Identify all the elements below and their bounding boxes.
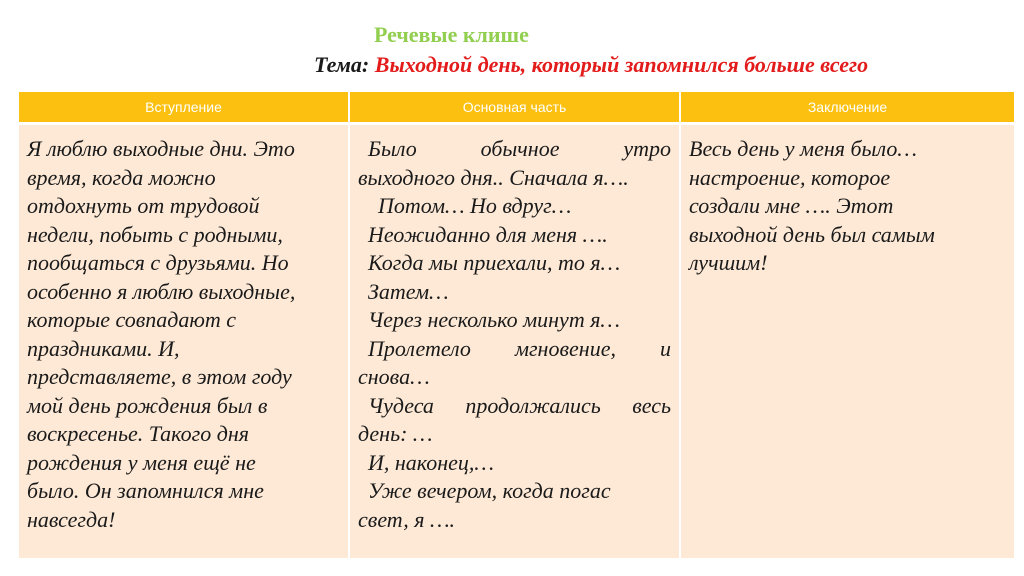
main-word: Чудеса xyxy=(368,392,434,418)
main-word: обычное xyxy=(480,136,560,161)
main-line xyxy=(358,335,671,364)
main-word: утро xyxy=(623,136,671,161)
main-line: Потом… Но вдруг… xyxy=(378,193,572,218)
conclusion-line: Весь день у меня было… xyxy=(689,136,917,161)
main-word: и xyxy=(659,335,671,361)
table-row xyxy=(18,124,1015,560)
intro-line: отдохнуть от трудовой xyxy=(27,193,260,218)
main-word: Было xyxy=(368,136,417,161)
intro-line: особенно я люблю выходные, xyxy=(27,278,296,304)
intro-cell xyxy=(18,124,349,560)
conclusion-line: создали мне …. Этот xyxy=(689,193,894,218)
main-line: снова… xyxy=(358,364,430,389)
intro-line: навсегда! xyxy=(27,506,116,532)
intro-line: которые совпадают с xyxy=(27,307,237,332)
clishe-table xyxy=(17,90,1016,560)
main-word: мгновение, xyxy=(514,335,616,361)
main-word: Пролетело xyxy=(368,335,471,361)
main-line xyxy=(358,135,671,164)
main-line: день: … xyxy=(358,421,433,446)
intro-line: было. Он запомнился мне xyxy=(27,478,264,503)
intro-line: Я люблю выходные дни. Это xyxy=(27,136,295,161)
intro-line: воскресенье. Такого дня xyxy=(27,421,249,446)
topic-heading xyxy=(314,52,868,78)
column-header-main: Основная часть xyxy=(349,91,680,124)
main-line: Через несколько минут я… xyxy=(368,307,620,332)
main-line: свет, я …. xyxy=(358,506,456,532)
main-line: И, наконец,… xyxy=(368,449,494,475)
column-header-intro: Вступление xyxy=(18,91,349,124)
conclusion-line: выходной день был самым xyxy=(689,221,935,247)
main-line xyxy=(358,392,671,421)
intro-line: время, когда можно xyxy=(27,164,216,190)
main-word: продолжались xyxy=(465,392,601,418)
conclusion-line: настроение, которое xyxy=(689,164,891,190)
main-line: Уже вечером, когда погас xyxy=(368,478,611,503)
intro-line: праздниками. И, xyxy=(27,335,180,361)
intro-line: пообщаться с друзьями. Но xyxy=(27,250,289,275)
main-word: весь xyxy=(632,392,671,418)
slide-title: Речевые клише xyxy=(374,22,529,47)
main-line: Когда мы приехали, то я… xyxy=(368,250,621,275)
main-line: Затем… xyxy=(368,278,449,304)
intro-line: рождения у меня ещё не xyxy=(27,449,256,475)
main-line: Неожиданно для меня …. xyxy=(368,221,608,247)
conclusion-line: лучшим! xyxy=(689,250,768,275)
intro-line: мой день рождения был в xyxy=(27,392,268,418)
main-line: выходного дня.. Сначала я…. xyxy=(358,164,629,190)
main-cell xyxy=(349,124,680,560)
column-header-conclusion: Заключение xyxy=(680,91,1015,124)
topic-label: Тема: xyxy=(314,52,375,77)
intro-line: представляете, в этом году xyxy=(27,364,292,389)
table-header-row xyxy=(18,91,1015,124)
topic-text: Выходной день, который запомнился больше всего xyxy=(374,52,869,77)
conclusion-cell xyxy=(680,124,1015,560)
intro-line: недели, побыть с родными, xyxy=(27,221,283,247)
